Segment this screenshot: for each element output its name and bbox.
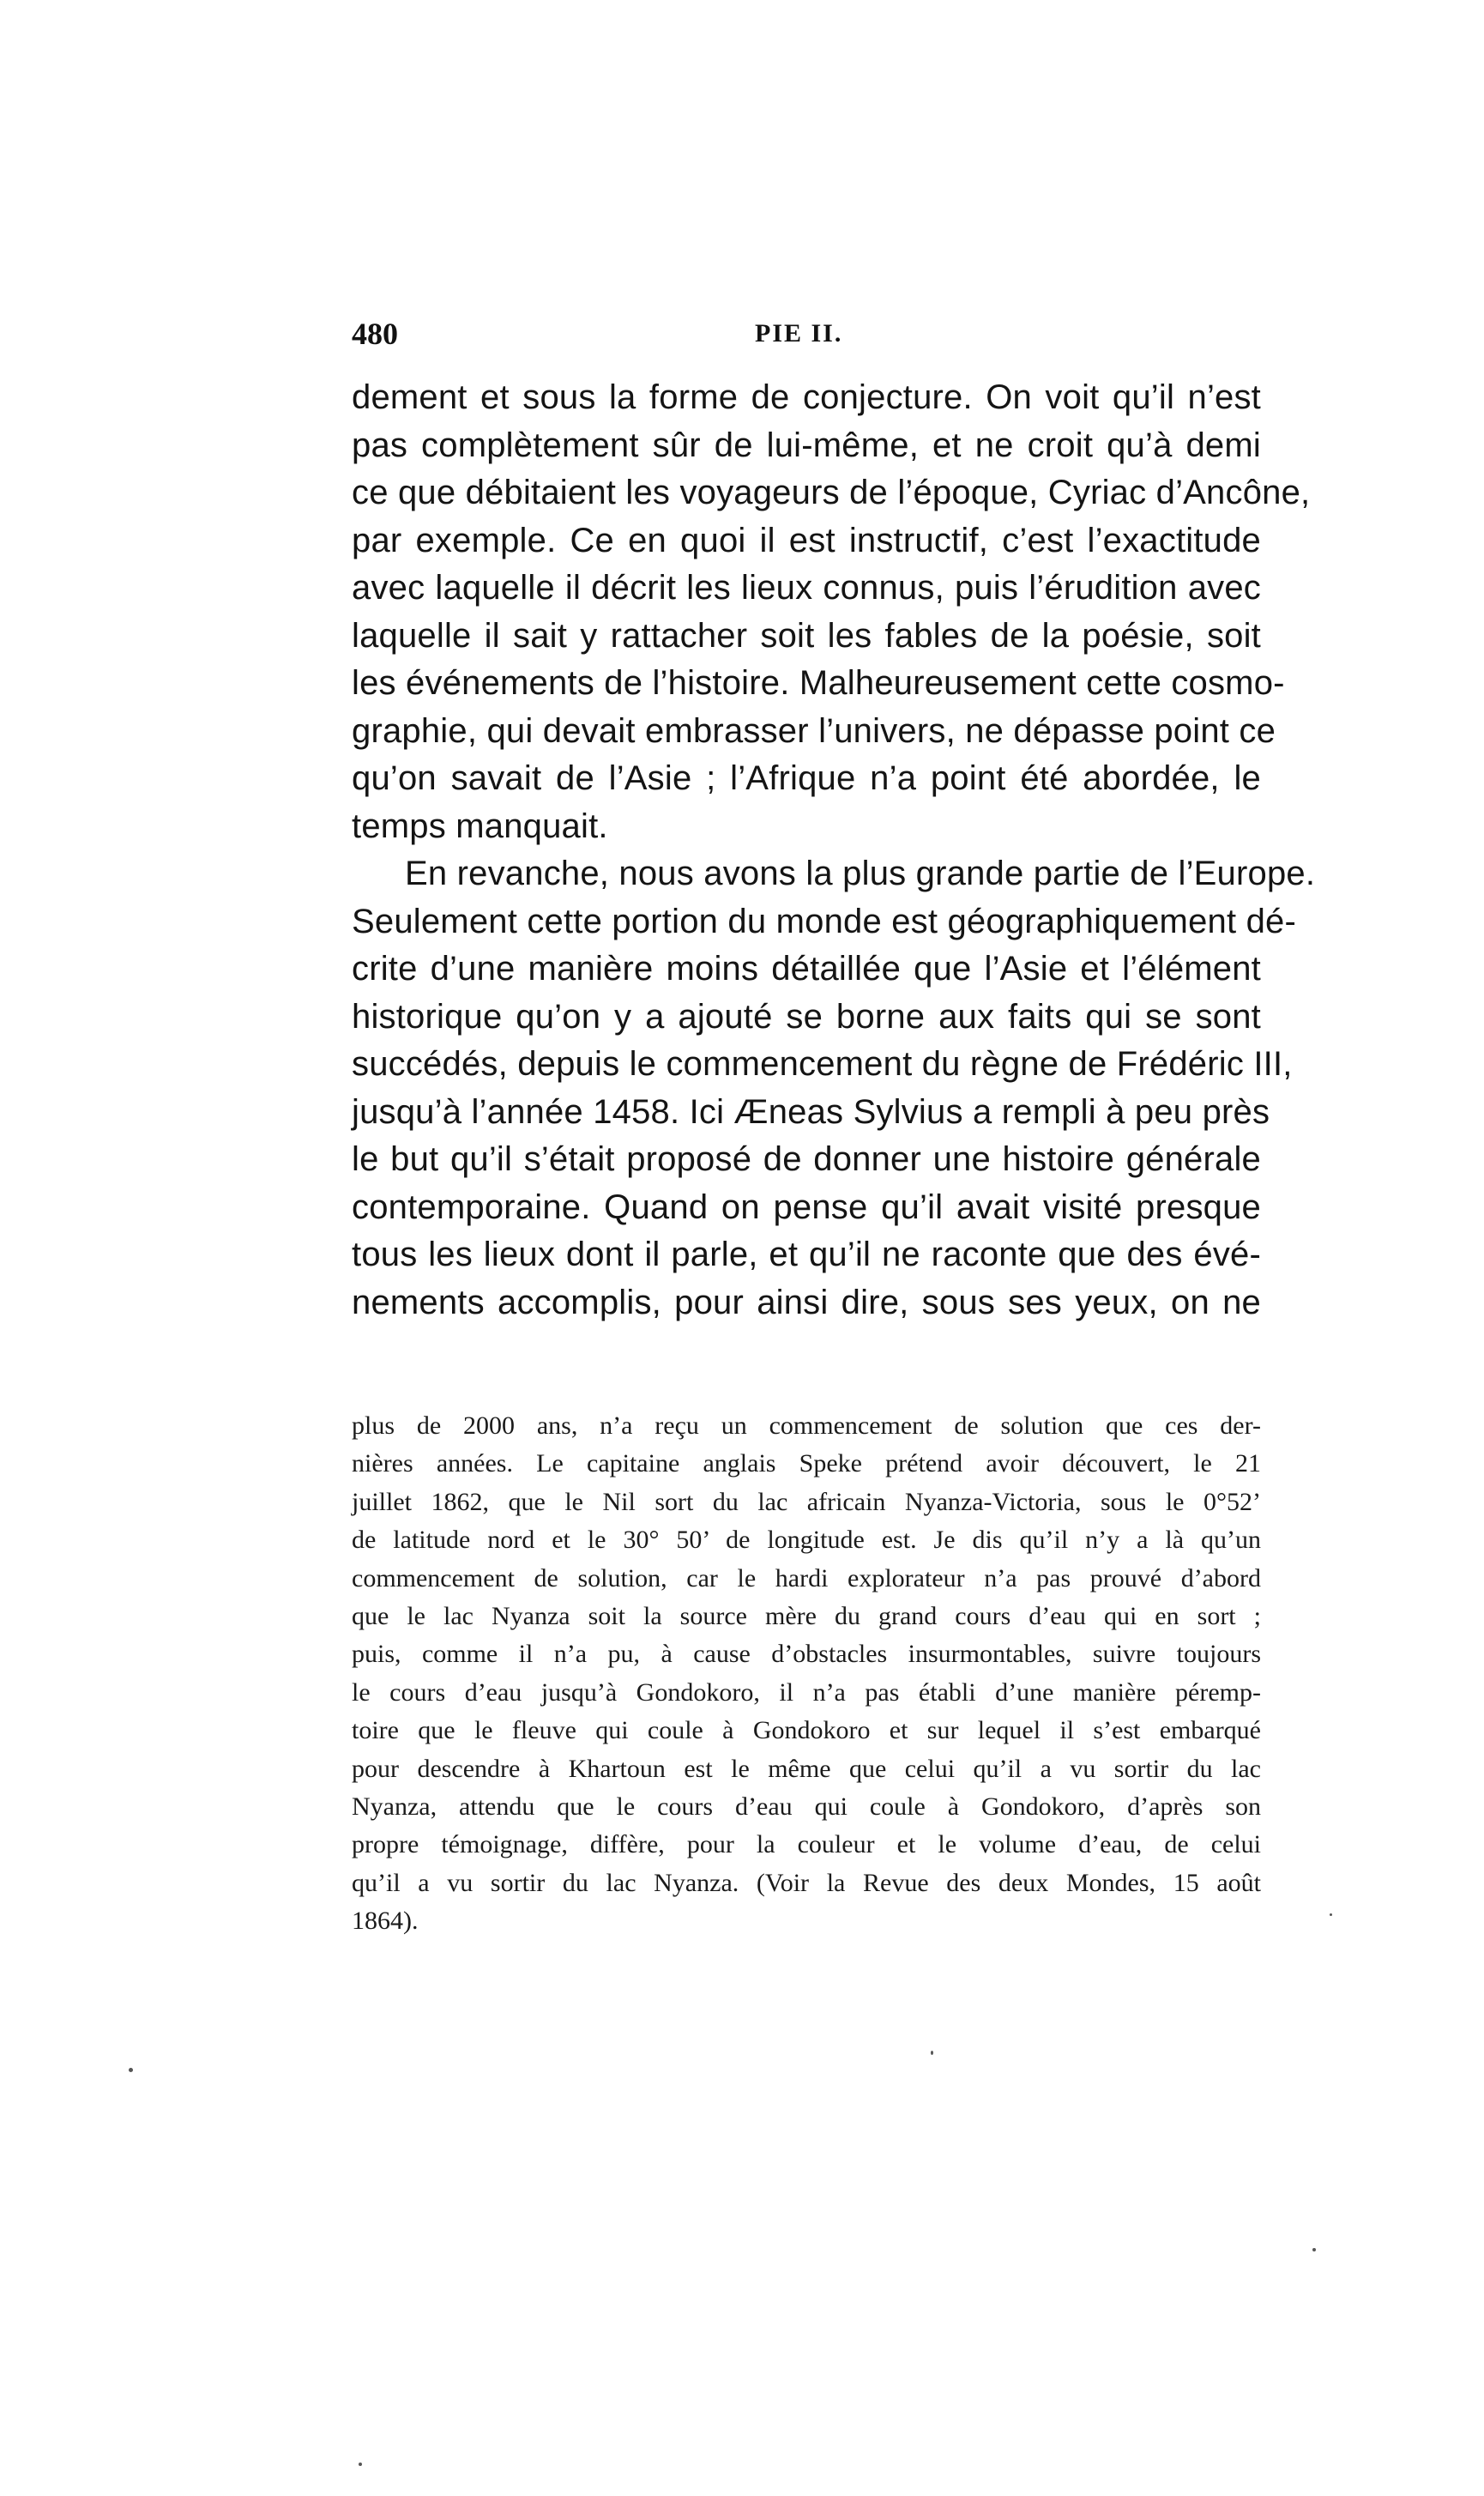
footnote-line: de latitude nord et le 30° 50’ de longitude est. Je dis qu’il n’y a là qu’un [352,1526,1261,1555]
footnote-line: toire que le fleuve qui coule à Gondokoro et sur lequel il s’est embarqué [352,1716,1261,1745]
footnote-line: que le lac Nyanza soit la source mère du grand cours d’eau qui en sort ; [352,1601,1261,1630]
text-line: ce que débitaient les voyageurs de l’époque, Cyriac d’Ancône, [352,474,1311,511]
footnote-line: Nyanza, attendu que le cours d’eau qui coule à Gondokoro, d’après son [352,1792,1261,1821]
text-line: avec laquelle il décrit les lieux connus, puis l’érudition avec [352,569,1261,607]
footnote-line: plus de 2000 ans, n’a reçu un commencement de solution que ces der- [352,1411,1261,1440]
footnote-line: pour descendre à Khartoun est le même que celui qu’il a vu sortir du lac [352,1754,1261,1783]
text-line: les événements de l’histoire. Malheureusement cette cosmo- [352,664,1285,702]
text-line: crite d’une manière moins détaillée que l’Asie et l’élément [352,950,1261,988]
footnote-line: propre témoignage, diffère, pour la couleur et le volume d’eau, de celui [352,1830,1261,1859]
text-line: nements accomplis, pour ainsi dire, sous ses yeux, on ne [352,1283,1261,1321]
page-number: 480 [352,317,398,351]
main-text [352,374,1316,1327]
scan-speck [359,2463,362,2466]
footnote-line: le cours d’eau jusqu’à Gondokoro, il n’a pas établi d’une manière péremp- [352,1677,1261,1707]
text-line: succédés, depuis le commencement du règne de Frédéric III, [352,1045,1293,1083]
footnote-line: commencement de solution, car le hardi explorateur n’a pas prouvé d’abord [352,1563,1261,1592]
text-line: pas complètement sûr de lui-même, et ne croit qu’à demi [352,426,1261,464]
footnote [352,1407,1261,1940]
text-line: qu’on savait de l’Asie ; l’Afrique n’a point été abordée, le [352,759,1261,797]
text-line: le but qu’il s’était proposé de donner une histoire générale [352,1140,1261,1178]
scan-speck [1330,1913,1332,1916]
running-head: PIE II. [755,319,843,348]
scan-speck [129,2068,133,2072]
scan-speck [1312,2248,1316,2251]
page-header [352,316,1261,359]
text-line: graphie, qui devait embrasser l’univers, ne dépasse point ce [352,711,1276,750]
footnote-line: puis, comme il n’a pu, à cause d’obstacles insurmontables, suivre toujours [352,1640,1261,1669]
text-line: En revanche, nous avons la plus grande partie de l’Europe. [405,855,1316,892]
text-line: historique qu’on y a ajouté se borne aux faits qui se sont [352,997,1261,1036]
text-line: Seulement cette portion du monde est géographiquement dé- [352,902,1297,940]
footnote-line: 1864). [352,1907,419,1936]
text-line: dement et sous la forme de conjecture. On voit qu’il n’est [352,378,1261,416]
text-line: contemporaine. Quand on pense qu’il avait visité presque [352,1188,1261,1226]
footnote-line: qu’il a vu sortir du lac Nyanza. (Voir la Revue des deux Mondes, 15 août [352,1868,1261,1897]
text-line: temps manquait. [352,807,608,845]
scan-speck [931,2051,933,2055]
text-line: par exemple. Ce en quoi il est instructif, c’est l’exactitude [352,521,1261,559]
text-line: tous les lieux dont il parle, et qu’il ne raconte que des évé- [352,1236,1261,1273]
footnote-line: juillet 1862, que le Nil sort du lac africain Nyanza-Victoria, sous le 0°52’ [352,1487,1261,1516]
footnote-line: nières années. Le capitaine anglais Speke prétend avoir découvert, le 21 [352,1449,1261,1478]
text-line: jusqu’à l’année 1458. Ici Æneas Sylvius a rempli à peu près [352,1092,1270,1131]
text-line: laquelle il sait y rattacher soit les fables de la poésie, soit [352,616,1261,655]
